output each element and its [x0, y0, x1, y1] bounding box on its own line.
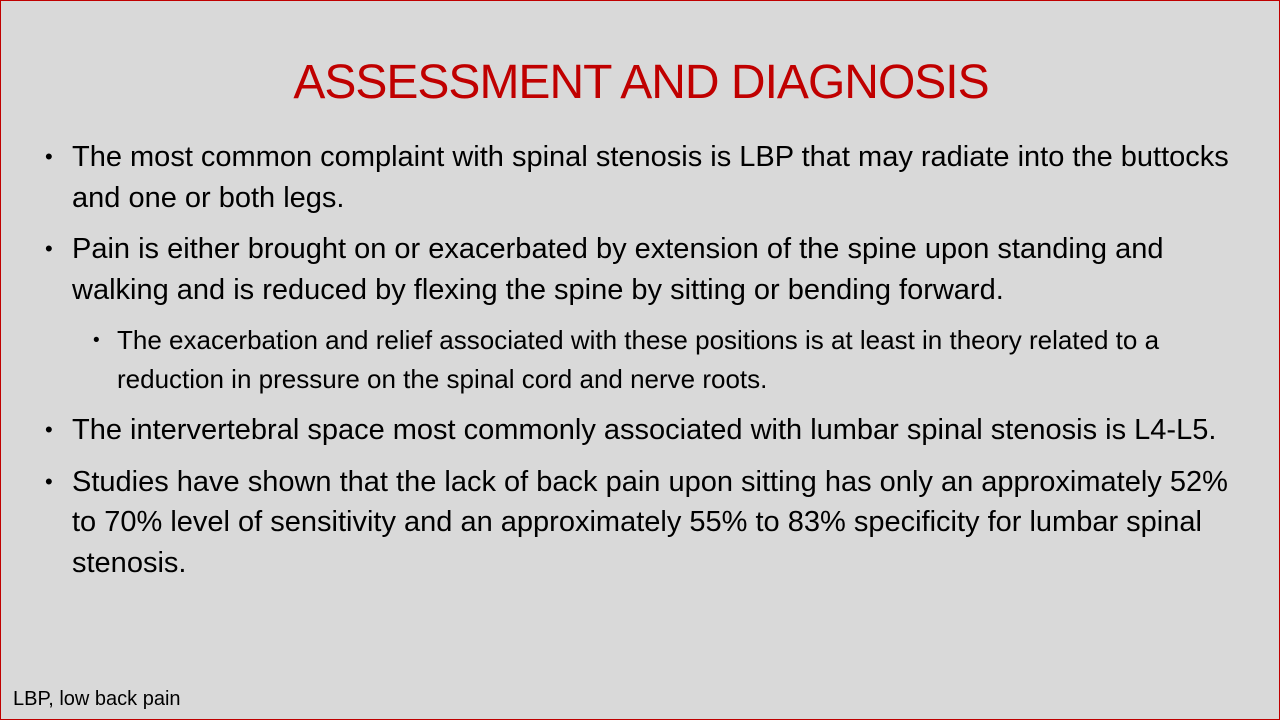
bullet-marker: •	[45, 417, 53, 442]
bullet-marker: •	[45, 144, 53, 169]
bullet-text: The intervertebral space most commonly associated with lumbar spinal stenosis is L4-L5.	[72, 414, 1217, 446]
footnote: LBP, low back pain	[13, 688, 181, 710]
bullet-item	[45, 229, 1245, 310]
bullet-text: Pain is either brought on or exacerbated by extension of the spine upon standing and walking and is reduced by flexing the spine by sitting or bending forward.	[72, 233, 1164, 306]
bullet-item	[45, 462, 1245, 584]
bullet-list	[45, 137, 1245, 594]
sub-bullet-item	[93, 321, 1245, 399]
bullet-item	[45, 410, 1245, 451]
sub-bullet-text: The exacerbation and relief associated with these positions is at least in theory related to a reduction in pressure on the spinal cord and nerve roots.	[117, 325, 1160, 394]
slide-title: ASSESSMENT AND DIAGNOSIS	[293, 56, 989, 109]
bullet-marker: •	[45, 236, 53, 261]
sub-bullet-marker: •	[93, 330, 100, 351]
bullet-marker: •	[45, 468, 53, 494]
bullet-text: The most common complaint with spinal stenosis is LBP that may radiate into the buttocks and one or both legs.	[72, 141, 1229, 214]
bullet-item	[45, 137, 1245, 218]
bullet-text: Studies have shown that the lack of back pain upon sitting has only an approximately 52% to 70% level of sensitivity and an approximately 55% to 83% specificity for lumbar spinal stenosis.	[72, 465, 1228, 579]
